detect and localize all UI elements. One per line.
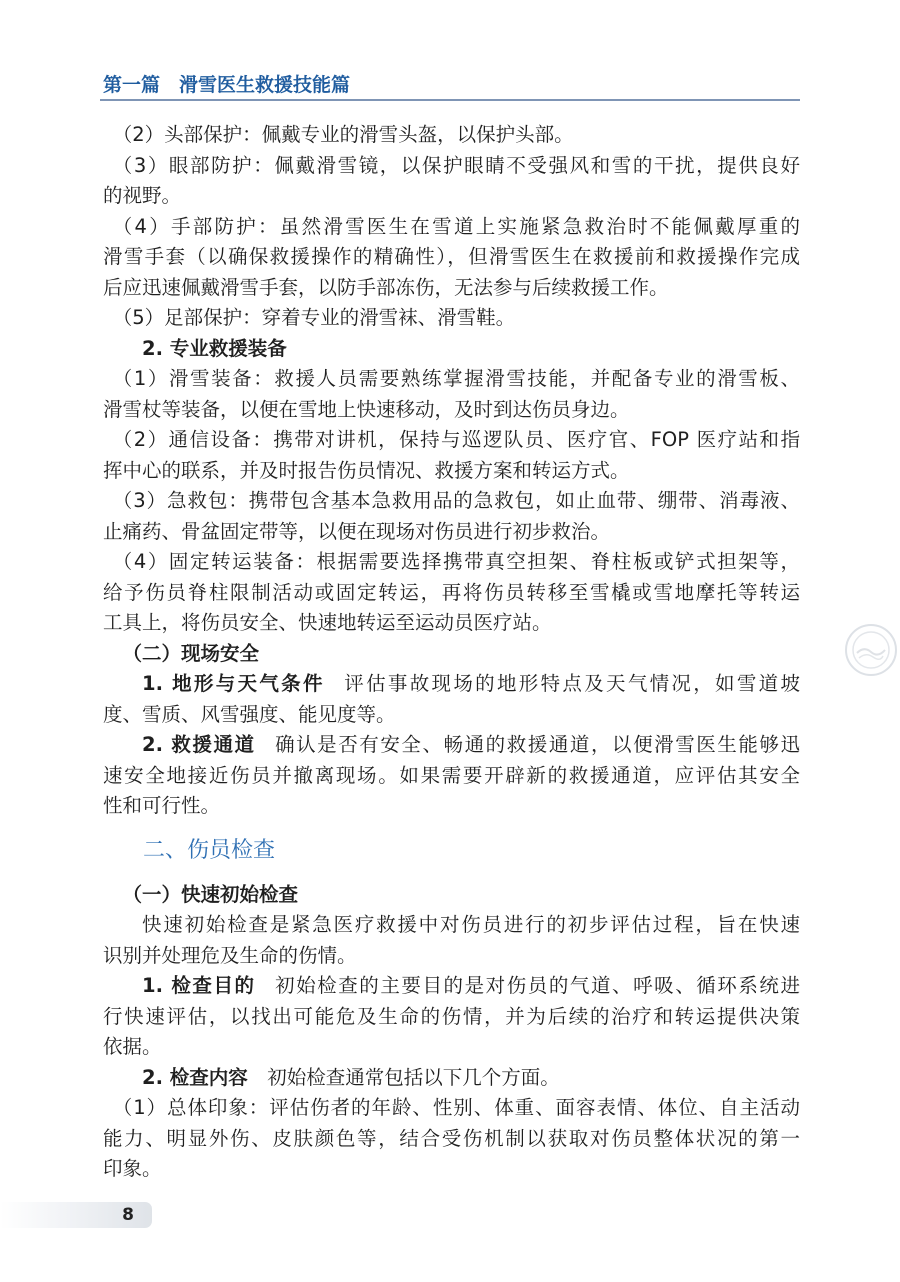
paragraph-line: 依据。 bbox=[103, 1035, 162, 1058]
paragraph-line: （5）足部保护：穿着专业的滑雪袜、滑雪鞋。 bbox=[112, 306, 516, 329]
paragraph-line: 行快速评估，以找出可能危及生命的伤情，并为后续的治疗和转运提供决策 bbox=[103, 1004, 800, 1028]
subheading-text: （二）现场安全 bbox=[122, 641, 260, 665]
paragraph bbox=[103, 425, 800, 486]
paragraph-line: 识别并处理危及生命的伤情。 bbox=[103, 943, 357, 967]
subheading-text: （一）快速初始检查 bbox=[122, 882, 299, 906]
circular-emblem-icon bbox=[843, 622, 899, 678]
paragraph-line bbox=[103, 971, 800, 1002]
paragraph bbox=[103, 151, 800, 212]
paragraph-lead: 1. 检查目的 bbox=[142, 974, 256, 997]
line-text: 初始检查的主要目的是对伤员的气道、呼吸、循环系统进 bbox=[275, 974, 800, 997]
paragraph-line: 给予伤员脊柱限制活动或固定转运，再将伤员转移至雪橇或雪地摩托等转运 bbox=[103, 580, 800, 604]
paragraph-line: 止痛药、骨盆固定带等，以便在现场对伤员进行初步救治。 bbox=[103, 519, 611, 543]
paragraph-line: （4）固定转运装备：根据需要选择携带真空担架、脊柱板或铲式担架等， bbox=[112, 550, 800, 573]
paragraph bbox=[103, 486, 800, 547]
running-header-title: 第一篇 滑雪医生救援技能篇 bbox=[103, 74, 351, 96]
page-body bbox=[103, 120, 800, 1185]
paragraph-line: 挥中心的联系，并及时报告伤员情况、救援方案和转运方式。 bbox=[103, 458, 630, 482]
paragraph bbox=[103, 971, 800, 1063]
paragraph bbox=[103, 212, 800, 304]
paragraph bbox=[103, 120, 800, 151]
header-divider bbox=[100, 99, 800, 101]
paragraph-line: 滑雪杖等装备，以便在雪地上快速移动，及时到达伤员身边。 bbox=[103, 397, 630, 421]
subheading-text: 2. 专业救援装备 bbox=[142, 336, 287, 360]
paragraph-line: 的视野。 bbox=[103, 184, 182, 207]
paragraph-line: 工具上，将伤员安全、快速地转运至运动员医疗站。 bbox=[103, 611, 552, 634]
paragraph-line: （4）手部防护：虽然滑雪医生在雪道上实施紧急救治时不能佩戴厚重的 bbox=[112, 214, 800, 238]
line-text: 评估事故现场的地形特点及天气情况，如雪道坡 bbox=[344, 672, 800, 695]
paragraph-line: （1）总体印象：评估伤者的年龄、性别、体重、面容表情、体位、自主活动 bbox=[112, 1096, 800, 1119]
paragraph-line: （2）通信设备：携带对讲机，保持与巡逻队员、医疗官、FOP 医疗站和指 bbox=[112, 428, 800, 451]
paragraph bbox=[103, 730, 800, 822]
paragraph-line: （3）眼部防护：佩戴滑雪镜，以保护眼睛不受强风和雪的干扰，提供良好 bbox=[112, 153, 800, 177]
paragraph-line: 印象。 bbox=[103, 1157, 162, 1180]
paragraph bbox=[103, 303, 800, 334]
paragraph-line: （2）头部保护：佩戴专业的滑雪头盔，以保护头部。 bbox=[112, 123, 574, 146]
paragraph-line: 能力、明显外伤、皮肤颜色等，结合受伤机制以获取对伤员整体状况的第一 bbox=[103, 1126, 800, 1150]
paragraph-line: （3）急救包：携带包含基本急救用品的急救包，如止血带、绷带、消毒液、 bbox=[112, 489, 800, 512]
paragraph bbox=[103, 669, 800, 730]
paragraph bbox=[103, 547, 800, 639]
paragraph bbox=[103, 364, 800, 425]
section-heading: 二、伤员检查 bbox=[143, 837, 276, 863]
paragraph-lead: 2. 检查内容 bbox=[142, 1065, 248, 1089]
paragraph-line: 性和可行性。 bbox=[103, 794, 221, 817]
paragraph bbox=[103, 1063, 800, 1094]
paragraph-lead: 2. 救援通道 bbox=[142, 733, 256, 756]
paragraph-line: （1）滑雪装备：救援人员需要熟练掌握滑雪技能，并配备专业的滑雪板、 bbox=[112, 367, 800, 390]
paragraph-line bbox=[103, 1063, 800, 1094]
paragraph-line: 后应迅速佩戴滑雪手套，以防手部冻伤，无法参与后续救援工作。 bbox=[103, 275, 669, 299]
subheading bbox=[103, 880, 800, 911]
subheading bbox=[103, 334, 800, 365]
paragraph-line: 滑雪手套（以确保救援操作的精确性），但滑雪医生在救援前和救援操作完成 bbox=[103, 245, 800, 268]
paragraph bbox=[103, 910, 800, 971]
paragraph-line: 快速初始检查是紧急医疗救援中对伤员进行的初步评估过程，旨在快速 bbox=[142, 913, 800, 936]
paragraph-line: 度、雪质、风雪强度、能见度等。 bbox=[103, 702, 396, 726]
paragraph-line bbox=[103, 730, 800, 761]
line-text: 确认是否有安全、畅通的救援通道，以便滑雪医生能够迅 bbox=[275, 733, 800, 756]
page-number: 8 bbox=[122, 1205, 134, 1225]
subheading bbox=[103, 639, 800, 670]
line-text: 初始检查通常包括以下几个方面。 bbox=[267, 1065, 560, 1089]
paragraph-line: 速安全地接近伤员并撤离现场。如果需要开辟新的救援通道，应评估其安全 bbox=[103, 763, 800, 787]
paragraph-line bbox=[103, 669, 800, 700]
paragraph-lead: 1. 地形与天气条件 bbox=[142, 672, 325, 695]
paragraph bbox=[103, 1093, 800, 1185]
